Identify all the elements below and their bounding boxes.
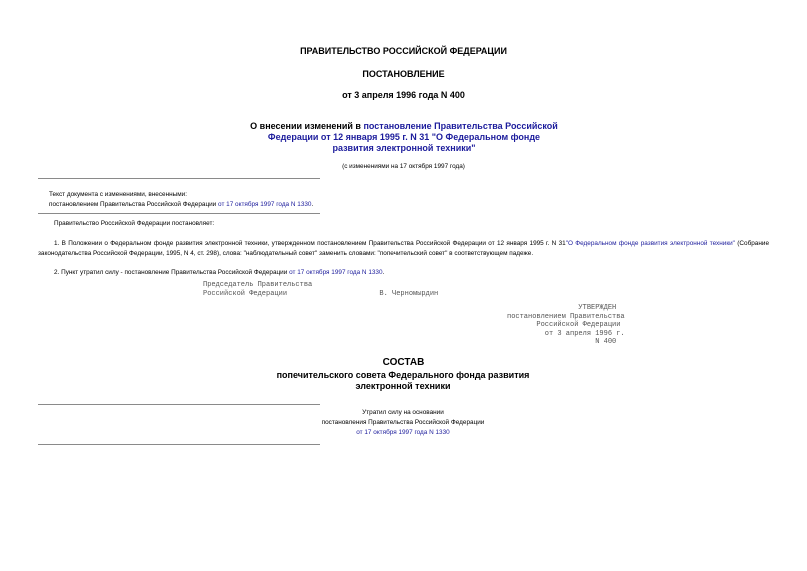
changes-line-2 [49, 201, 469, 209]
void-line-3 [250, 429, 556, 437]
document-date-number: от 3 апреля 1996 года N 400 [342, 90, 465, 100]
void-1330-link[interactable]: от 17 октября 1997 года N 1330 [356, 429, 450, 436]
title-decree-link[interactable]: постановление Правительства Российской Федерации от 12 января 1995 г. N 31 "О Федеральном фонде развития электронной техники" [267, 121, 558, 153]
amendment-1330-link[interactable]: от 17 октября 1997 года N 1330 [218, 201, 312, 208]
changes-line-2-suffix: . [311, 201, 314, 208]
separator-rule [38, 444, 320, 445]
approved-block: УТВЕРЖДЕН постановлением Правительства Российской Федерации от 3 апреля 1996 г. N 400 [507, 304, 625, 347]
changes-line-1: Текст документа с изменениями, внесенными: [49, 191, 187, 198]
amendment-note: (с изменениями на 17 октября 1997 года) [342, 163, 465, 170]
signature-block: Председатель Правительства Российской Федерации В. Черномырдин [203, 281, 439, 298]
separator-rule [38, 213, 320, 214]
separator-rule [38, 178, 320, 179]
government-header: ПРАВИТЕЛЬСТВО РОССИЙСКОЙ ФЕДЕРАЦИИ [300, 46, 507, 56]
decree-item-2 [54, 269, 654, 277]
composition-title: СОСТАВ [382, 357, 425, 368]
item-1-prefix: 1. В Положении о Федеральном фонде развития электронной техники, утвержденном постановлением Правительства Российской Федерации от 12 января 1995 г. N 31 [54, 240, 566, 247]
document-type: ПОСТАНОВЛЕНИЕ [362, 69, 445, 79]
decree-intro: Правительство Российской Федерации постановляет: [54, 220, 215, 227]
document-title [248, 121, 560, 154]
separator-rule [38, 404, 320, 405]
item-1-suffix: (Собрание законодательства Российской Федерации, 1995, N 4, ст. 298), слова: "наблюдательный совет" заменить словами: "попечительский совет" в соответствующем падеже. [38, 240, 770, 257]
fund-regulation-link[interactable]: "О Федеральном фонде развития электронной техники" [565, 240, 735, 247]
void-line-1: Утратил силу на основании [362, 409, 444, 416]
item-2-suffix: . [382, 269, 385, 276]
changes-line-2-prefix: постановлением Правительства Российской Федерации [49, 201, 219, 208]
document-title-prefix: О внесении изменений в [250, 121, 364, 131]
decree-item-1 [38, 239, 769, 258]
composition-subtitle: попечительского совета Федерального фонда развития электронной техники [276, 370, 530, 391]
void-line-2: постановления Правительства Российской Федерации [321, 419, 485, 426]
item-2-amendment-link[interactable]: от 17 октября 1997 года N 1330 [289, 269, 383, 276]
item-2-prefix: 2. Пункт утратил силу - постановление Правительства Российской Федерации [54, 269, 290, 276]
